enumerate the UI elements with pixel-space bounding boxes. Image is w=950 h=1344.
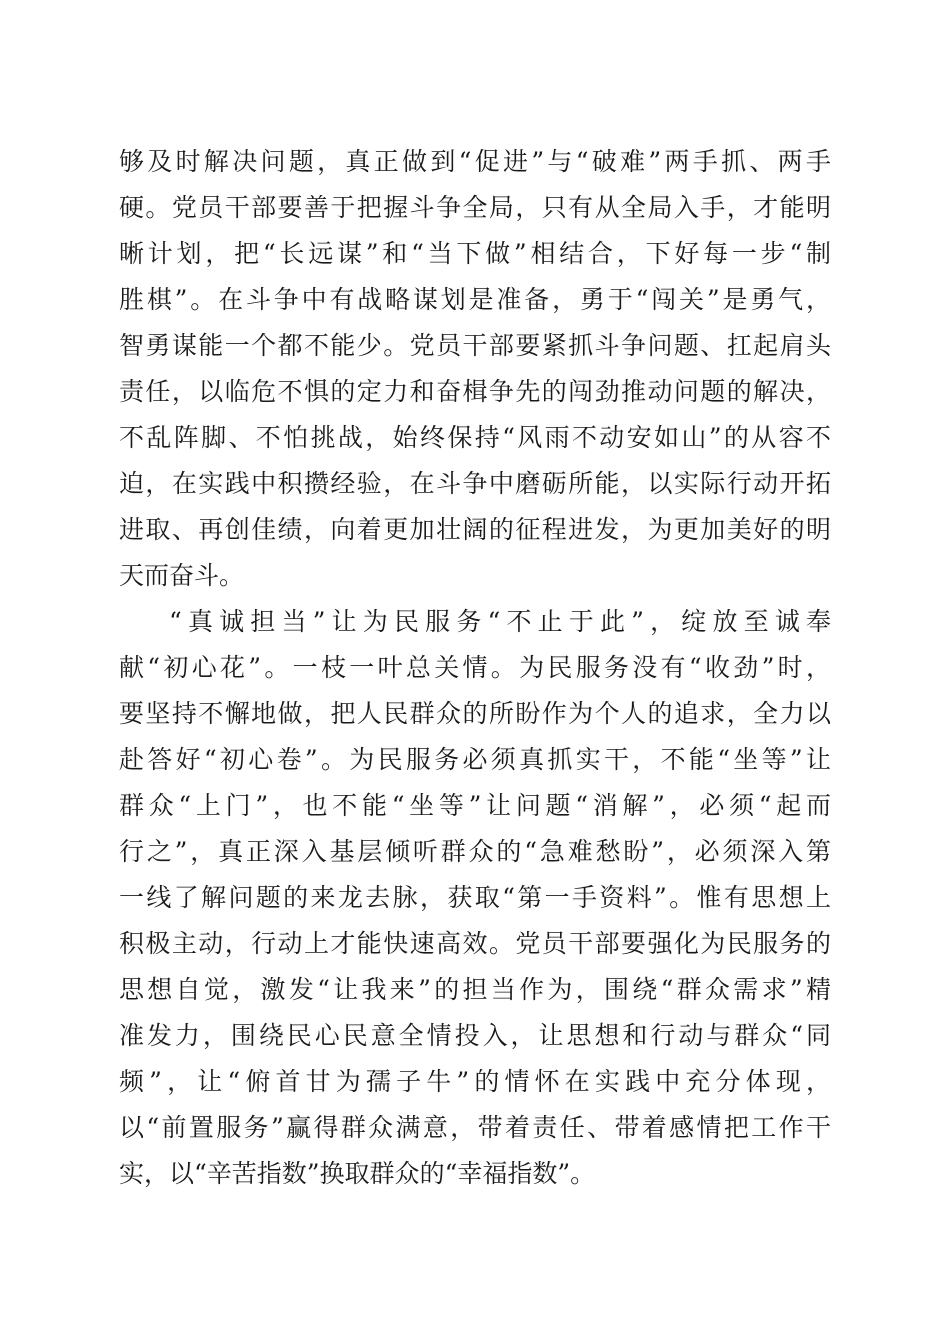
text-line: 要坚持不懈地做，把人民群众的所盼作为个人的追求，全力以 bbox=[119, 699, 831, 728]
text-line: 一线了解问题的来龙去脉，获取“第一手资料”。惟有思想上 bbox=[119, 883, 831, 912]
text-line: 行之”，真正深入基层倾听群众的“急难愁盼”，必须深入第 bbox=[119, 837, 831, 866]
text-line: 不乱阵脚、不怕挑战，始终保持“风雨不动安如山”的从容不 bbox=[119, 423, 831, 452]
text-line: 智勇谋能一个都不能少。党员干部要紧抓斗争问题、扛起肩头 bbox=[119, 331, 831, 360]
text-line: 迫，在实践中积攒经验，在斗争中磨砺所能，以实际行动开拓 bbox=[119, 469, 831, 498]
text-line: 群众“上门”，也不能“坐等”让问题“消解”，必须“起而 bbox=[119, 791, 831, 820]
text-line: 以“前置服务”赢得群众满意，带着责任、带着感情把工作干 bbox=[119, 1113, 831, 1142]
paragraph-start-line: “真诚担当”让为民服务“不止于此”，绽放至诚奉 bbox=[169, 607, 831, 636]
text-line: 晰计划，把“长远谋”和“当下做”相结合，下好每一步“制 bbox=[119, 239, 831, 268]
paragraph-end-line: 实，以“辛苦指数”换取群众的“幸福指数”。 bbox=[119, 1159, 596, 1188]
text-line: 够及时解决问题，真正做到“促进”与“破难”两手抓、两手 bbox=[119, 147, 831, 176]
text-line: 频”，让“俯首甘为孺子牛”的情怀在实践中充分体现， bbox=[119, 1067, 831, 1096]
text-line: 硬。党员干部要善于把握斗争全局，只有从全局入手，才能明 bbox=[119, 193, 831, 222]
text-line: 进取、再创佳绩，向着更加壮阔的征程进发，为更加美好的明 bbox=[119, 515, 831, 544]
text-line: 献“初心花”。一枝一叶总关情。为民服务没有“收劲”时， bbox=[119, 653, 831, 682]
paragraph-end-line: 天而奋斗。 bbox=[119, 561, 245, 590]
text-line: 赴答好“初心卷”。为民服务必须真抓实干，不能“坐等”让 bbox=[119, 745, 831, 774]
text-line: 积极主动，行动上才能快速高效。党员干部要强化为民服务的 bbox=[119, 929, 831, 958]
text-line: 责任，以临危不惧的定力和奋楫争先的闯劲推动问题的解决， bbox=[119, 377, 831, 406]
text-line: 思想自觉，激发“让我来”的担当作为，围绕“群众需求”精 bbox=[119, 975, 831, 1004]
text-line: 胜棋”。在斗争中有战略谋划是准备，勇于“闯关”是勇气， bbox=[119, 285, 831, 314]
document-body bbox=[119, 139, 831, 1197]
text-line: 准发力，围绕民心民意全情投入，让思想和行动与群众“同 bbox=[119, 1021, 831, 1050]
